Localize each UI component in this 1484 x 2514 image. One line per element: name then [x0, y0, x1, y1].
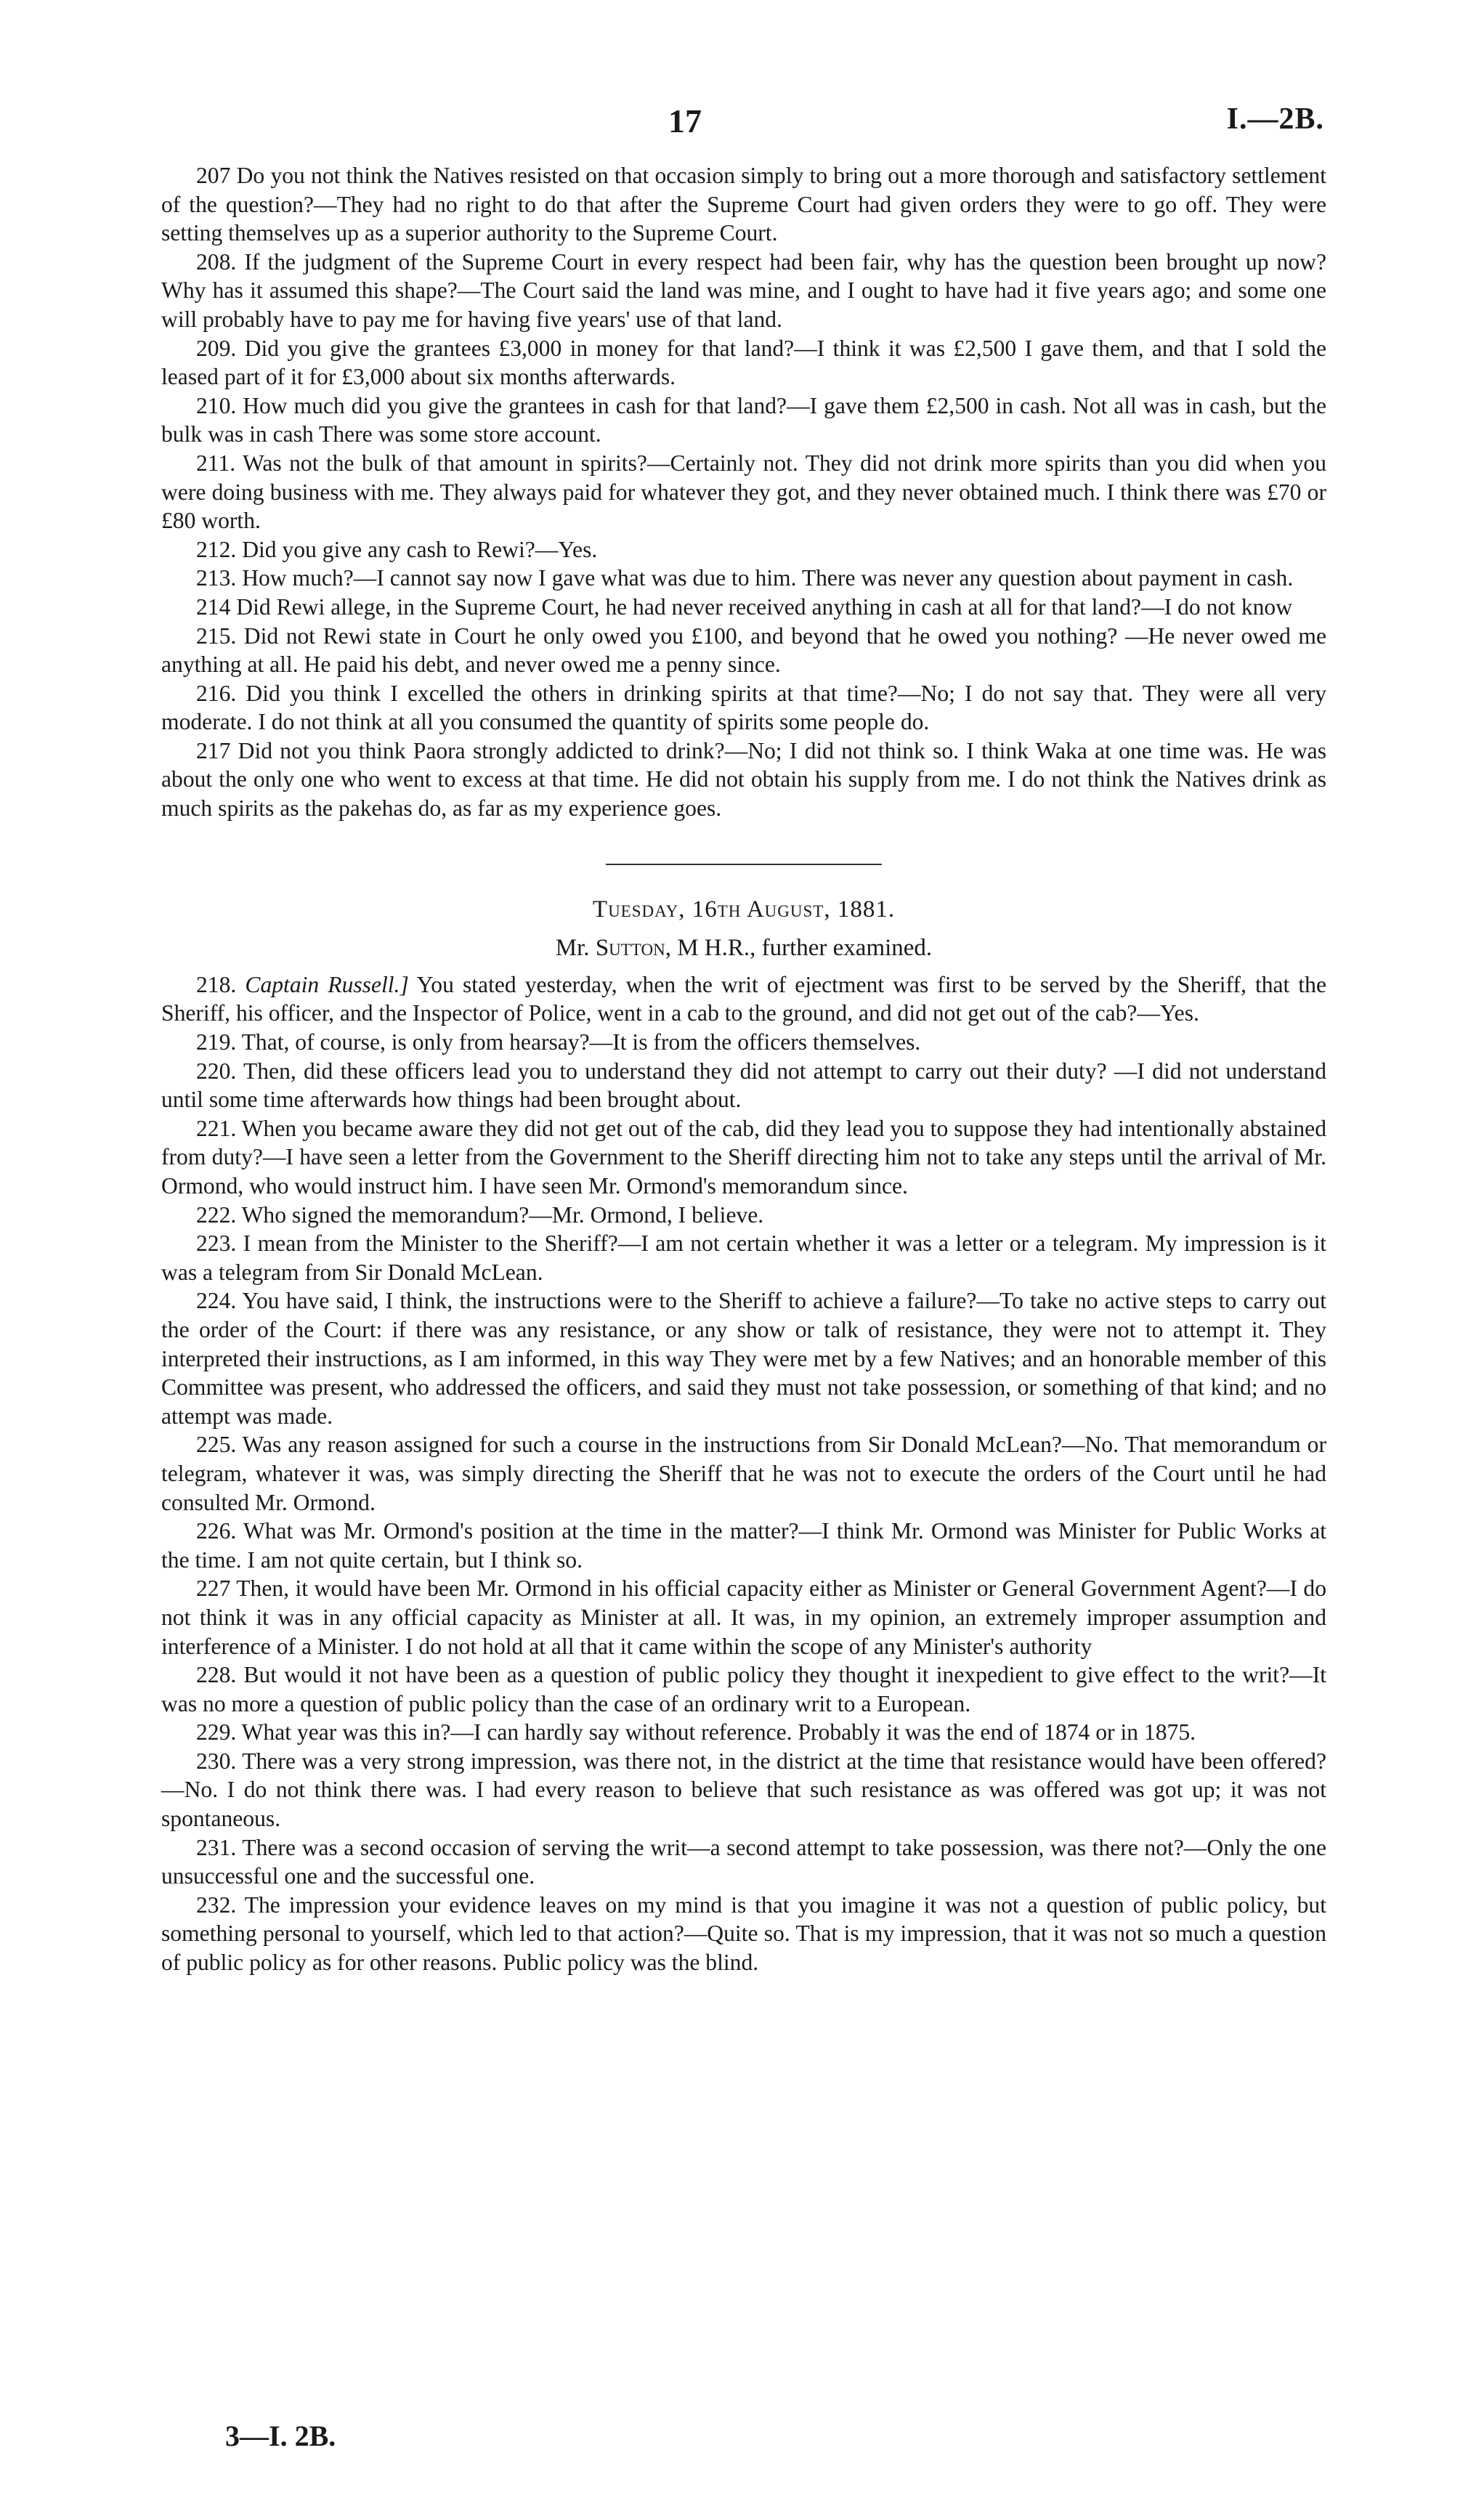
question-paragraph: 207 Do you not think the Natives resisted on that occasion simply to bring out a more thorough and satisfactory settlement of the question?—They had no right to do that after the Supreme Court had given orders they were to go off. They were setting themselves up as a superior authority to the Supreme Court.: [161, 163, 1326, 246]
page-number: 17: [668, 102, 702, 139]
section-divider: [606, 864, 882, 865]
question-paragraph: 211. Was not the bulk of that amount in spirits?—Certainly not. They did not drink more spirits than you did when you were doing business with me. They always paid for whatever they got, and they never obtained much. I think there was £70 or £80 worth.: [161, 450, 1326, 534]
question-paragraph: 220. Then, did these officers lead you to understand they did not attempt to carry out their duty? —I did not understand until some time afterwards how things had been brought about.: [161, 1058, 1326, 1113]
question-paragraph: 213. How much?—I cannot say now I gave what was due to him. There was never any question about payment in cash.: [196, 565, 1294, 591]
question-paragraph: 216. Did you think I excelled the others in drinking spirits at that time?—No; I do not say that. They were all very moderate. I do not think at all you consumed the quantity of spirits some people do.: [161, 680, 1326, 735]
question-paragraph: 225. Was any reason assigned for such a course in the instructions from Sir Donald McLean?—No. That memorandum or telegram, whatever it was, was simply directing the Sheriff that he was not to execute the orders of the Court until he had consulted Mr. Ormond.: [161, 1432, 1326, 1515]
question-paragraph: 229. What year was this in?—I can hardly say without reference. Probably it was the end of 1874 or in 1875.: [196, 1719, 1196, 1745]
evidence-part-2: [161, 1028, 1326, 1977]
question-paragraph: 223. I mean from the Minister to the Sheriff?—I am not certain whether it was a letter or a telegram. My impression is it was a telegram from Sir Donald McLean.: [161, 1230, 1326, 1285]
body-text: [161, 161, 1326, 1977]
question-paragraph: 232. The impression your evidence leaves on my mind is that you imagine it was not a question of public policy, but something personal to yourself, which led to that action?—Quite so. That is my impression, that it was not so much a question of public policy as for other reasons. Public policy was the blind.: [161, 1891, 1326, 1976]
question-paragraph: 227 Then, it would have been Mr. Ormond in his official capacity either as Minister or General Government Agent?—I do not think it was in any official capacity as Minister at all. It was, in my opinion, an extremely improper assumption and interference of a Minister. I do not hold at all that it came within the scope of any Minister's authority: [161, 1576, 1326, 1659]
evidence-part-1: [161, 161, 1326, 823]
question-paragraph: 215. Did not Rewi state in Court he only owed you £100, and beyond that he owed you nothing? —He never owed me anything at all. He paid his debt, and never owed me a penny since.: [161, 623, 1326, 678]
question-paragraph: 230. There was a very strong impression, was there not, in the district at the time that resistance would have been offered?—No. I do not think there was. I had every reason to believe that such resistance as was offered was got up; it was not spontaneous.: [161, 1748, 1326, 1832]
question-paragraph: 217 Did not you think Paora strongly addicted to drink?—No; I did not think so. I think Waka at one time was. He was about the only one who went to excess at that time. He did not obtain his supply from me. I do not think the Natives drink as much spirits as the pakehas do, as far as my experience goes.: [161, 737, 1326, 822]
speaker-name: Captain Russell.]: [245, 971, 409, 997]
question-paragraph: 222. Who signed the memorandum?—Mr. Ormond, I believe.: [196, 1201, 764, 1228]
page-header: [0, 102, 1484, 145]
question-paragraph: 214 Did Rewi allege, in the Supreme Court, he had never received anything in cash at all for that land?—I do not know: [196, 593, 1293, 620]
question-paragraph: 219. That, of course, is only from hearsay?—It is from the officers themselves.: [196, 1029, 921, 1055]
question-paragraph: 208. If the judgment of the Supreme Court in every respect had been fair, why has the question been brought up now? Why has it assumed this shape?—The Court said the land was mine, and I ought to have had it five years ago; and some one will probably have to pay me for having five years' use of that land.: [161, 248, 1326, 332]
question-paragraph: 212. Did you give any cash to Rewi?—Yes.: [196, 536, 598, 562]
witness-line: Mr. Sutton, M H.R., further examined.: [555, 935, 933, 962]
signature-mark: 3—I. 2B.: [225, 2420, 336, 2452]
question-paragraph: 224. You have said, I think, the instructions were to the Sheriff to achieve a failure?—To take no active steps to carry out the order of the Court: if there was any resistance, or any show or talk of resistance, they were not to attempt it. They interpreted their instructions, as I am informed, in this way They were met by a few Natives; and an honorable member of this Committee was present, who addressed the officers, and said they must not take possession, or something of that kind; and no attempt was made.: [161, 1288, 1326, 1429]
document-reference: I.—2B.: [1226, 102, 1324, 136]
question-paragraph: 228. But would it not have been as a question of public policy they thought it inexpedient to give effect to the writ?—It was no more a question of public policy than the case of an ordinary writ to a European.: [161, 1662, 1326, 1716]
question-paragraph: 221. When you became aware they did not get out of the cab, did they lead you to suppose they had intentionally abstained from duty?—I have seen a letter from the Government to the Sheriff directing him not to take any steps until the arrival of Mr. Ormond, who would instruct him. I have seen Mr. Ormond's memorandum since.: [161, 1115, 1326, 1199]
question-paragraph: 218. Captain Russell.] You stated yesterday, when the writ of ejectment was first to be served by the Sheriff, that the Sheriff, his officer, and the Inspector of Police, went in a cab to the ground, and did not get out of the cab?—Yes.: [161, 971, 1326, 1026]
question-paragraph: 231. There was a second occasion of serving the writ—a second attempt to take possession, was there not?—Only the one unsuccessful one and the successful one.: [161, 1834, 1326, 1889]
question-paragraph: 226. What was Mr. Ormond's position at the time in the matter?—I think Mr. Ormond was Minister for Public Works at the time. I am not quite certain, but I think so.: [161, 1518, 1326, 1573]
section-date: Tuesday, 16th August, 1881.: [592, 896, 896, 923]
witness-name: Sutton: [595, 935, 665, 962]
question-paragraph: 210. How much did you give the grantees in cash for that land?—I gave them £2,500 in cash. Not all was in cash, but the bulk was in cash There was some store account.: [161, 392, 1326, 447]
question-paragraph: 209. Did you give the grantees £3,000 in money for that land?—I think it was £2,500 I gave them, and that I sold the leased part of it for £3,000 about six months afterwards.: [161, 335, 1326, 390]
